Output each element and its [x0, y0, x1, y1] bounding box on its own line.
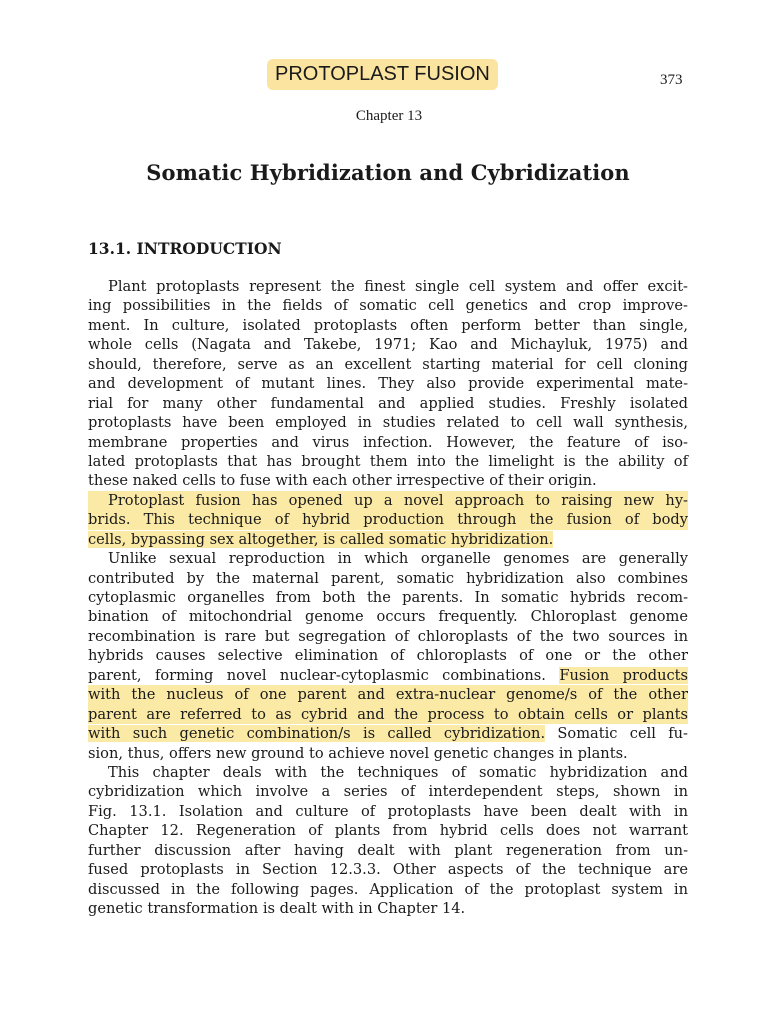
text-line: ment. In culture, isolated protoplasts often perform better than single, — [88, 316, 688, 334]
text-line: recombination is rare but segregation of chloroplasts of the two sources in — [88, 627, 688, 645]
text-line — [88, 666, 688, 685]
text-line: sion, thus, offers new ground to achieve novel genetic changes in plants. — [88, 744, 628, 762]
text-line: protoplasts have been employed in studies related to cell wall synthesis, — [88, 414, 688, 432]
text-line: Unlike sexual reproduction in which organelle genomes are generally — [108, 550, 688, 568]
text-line: lated protoplasts that has brought them into the limelight is the ability of — [88, 452, 688, 470]
text-line: Fig. 13.1. Isolation and culture of protoplasts have been dealt with in — [88, 802, 688, 820]
section-heading: 13.1. INTRODUCTION — [88, 239, 282, 258]
text-line — [88, 530, 688, 549]
text-line: whole cells (Nagata and Takebe, 1971; Kao and Michayluk, 1975) and — [88, 336, 688, 354]
text-line: hybrids causes selective elimination of chloroplasts of one or the other — [88, 647, 688, 665]
text-line: ing possibilities in the fields of somatic cell genetics and crop improve- — [88, 297, 688, 315]
text-line: discussed in the following pages. Application of the protoplast system in — [88, 880, 688, 898]
text-line: and development of mutant lines. They also provide experimental mate- — [88, 375, 688, 393]
text-line: should, therefore, serve as an excellent starting material for cell cloning — [88, 355, 688, 373]
text-line: This chapter deals with the techniques of somatic hybridization and — [108, 763, 688, 781]
text-line: cybridization which involve a series of interdependent steps, shown in — [88, 783, 688, 801]
page-number: 373 — [660, 72, 683, 88]
text-line: Chapter 12. Regeneration of plants from hybrid cells does not warrant — [88, 822, 688, 840]
highlighted-text-segment: Fusion products — [559, 666, 688, 684]
text-line: rial for many other fundamental and applied studies. Freshly isolated — [88, 394, 688, 412]
text-line: further discussion after having dealt with plant regeneration from un- — [88, 841, 688, 859]
text-line: genetic transformation is dealt with in Chapter 14. — [88, 900, 466, 917]
text-line: bination of mitochondrial genome occurs frequently. Chloroplast genome — [88, 608, 688, 626]
text-line: Plant protoplasts represent the finest single cell system and offer excit- — [108, 278, 688, 295]
chapter-title: Somatic Hybridization and Cybridization — [146, 160, 630, 185]
body-text — [88, 277, 688, 918]
text-line: membrane properties and virus infection. However, the feature of iso- — [88, 433, 688, 451]
text-line: these naked cells to fuse with each other irrespective of their origin. — [88, 472, 597, 490]
text-line: contributed by the maternal parent, somatic hybridization also combines — [88, 569, 688, 587]
highlighted-text-line: parent are referred to as cybrid and the process to obtain cells or plants — [88, 705, 688, 723]
text-segment: parent, forming novel nuclear-cytoplasmic combinations. — [88, 666, 560, 684]
highlighted-text-line: with the nucleus of one parent and extra-nuclear genome/s of the other — [88, 686, 688, 704]
text-line: fused protoplasts in Section 12.3.3. Other aspects of the technique are — [88, 861, 688, 879]
highlighted-text-line: brids. This technique of hybrid production through the fusion of body — [88, 511, 688, 529]
chapter-label: Chapter 13 — [355, 108, 423, 124]
text-segment: Somatic cell fu- — [545, 725, 688, 743]
highlighted-text-line: cells, bypassing sex altogether, is called somatic hybridization. — [88, 530, 554, 548]
handwritten-title-highlight: PROTOPLAST FUSION — [267, 59, 498, 90]
text-line: cytoplasmic organelles from both the parents. In somatic hybrids recom- — [88, 589, 688, 606]
highlighted-text-line: Protoplast fusion has opened up a novel approach to raising new hy- — [88, 491, 688, 510]
text-line — [88, 724, 688, 743]
highlighted-text-segment: with such genetic combination/s is called cybridization. — [88, 725, 546, 743]
